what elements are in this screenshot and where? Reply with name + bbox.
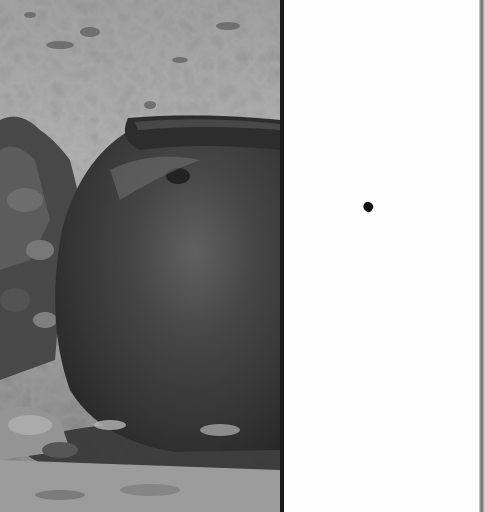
blank-paper-area <box>284 0 479 512</box>
scan-right-border <box>479 0 485 512</box>
ink-speck <box>362 200 375 214</box>
